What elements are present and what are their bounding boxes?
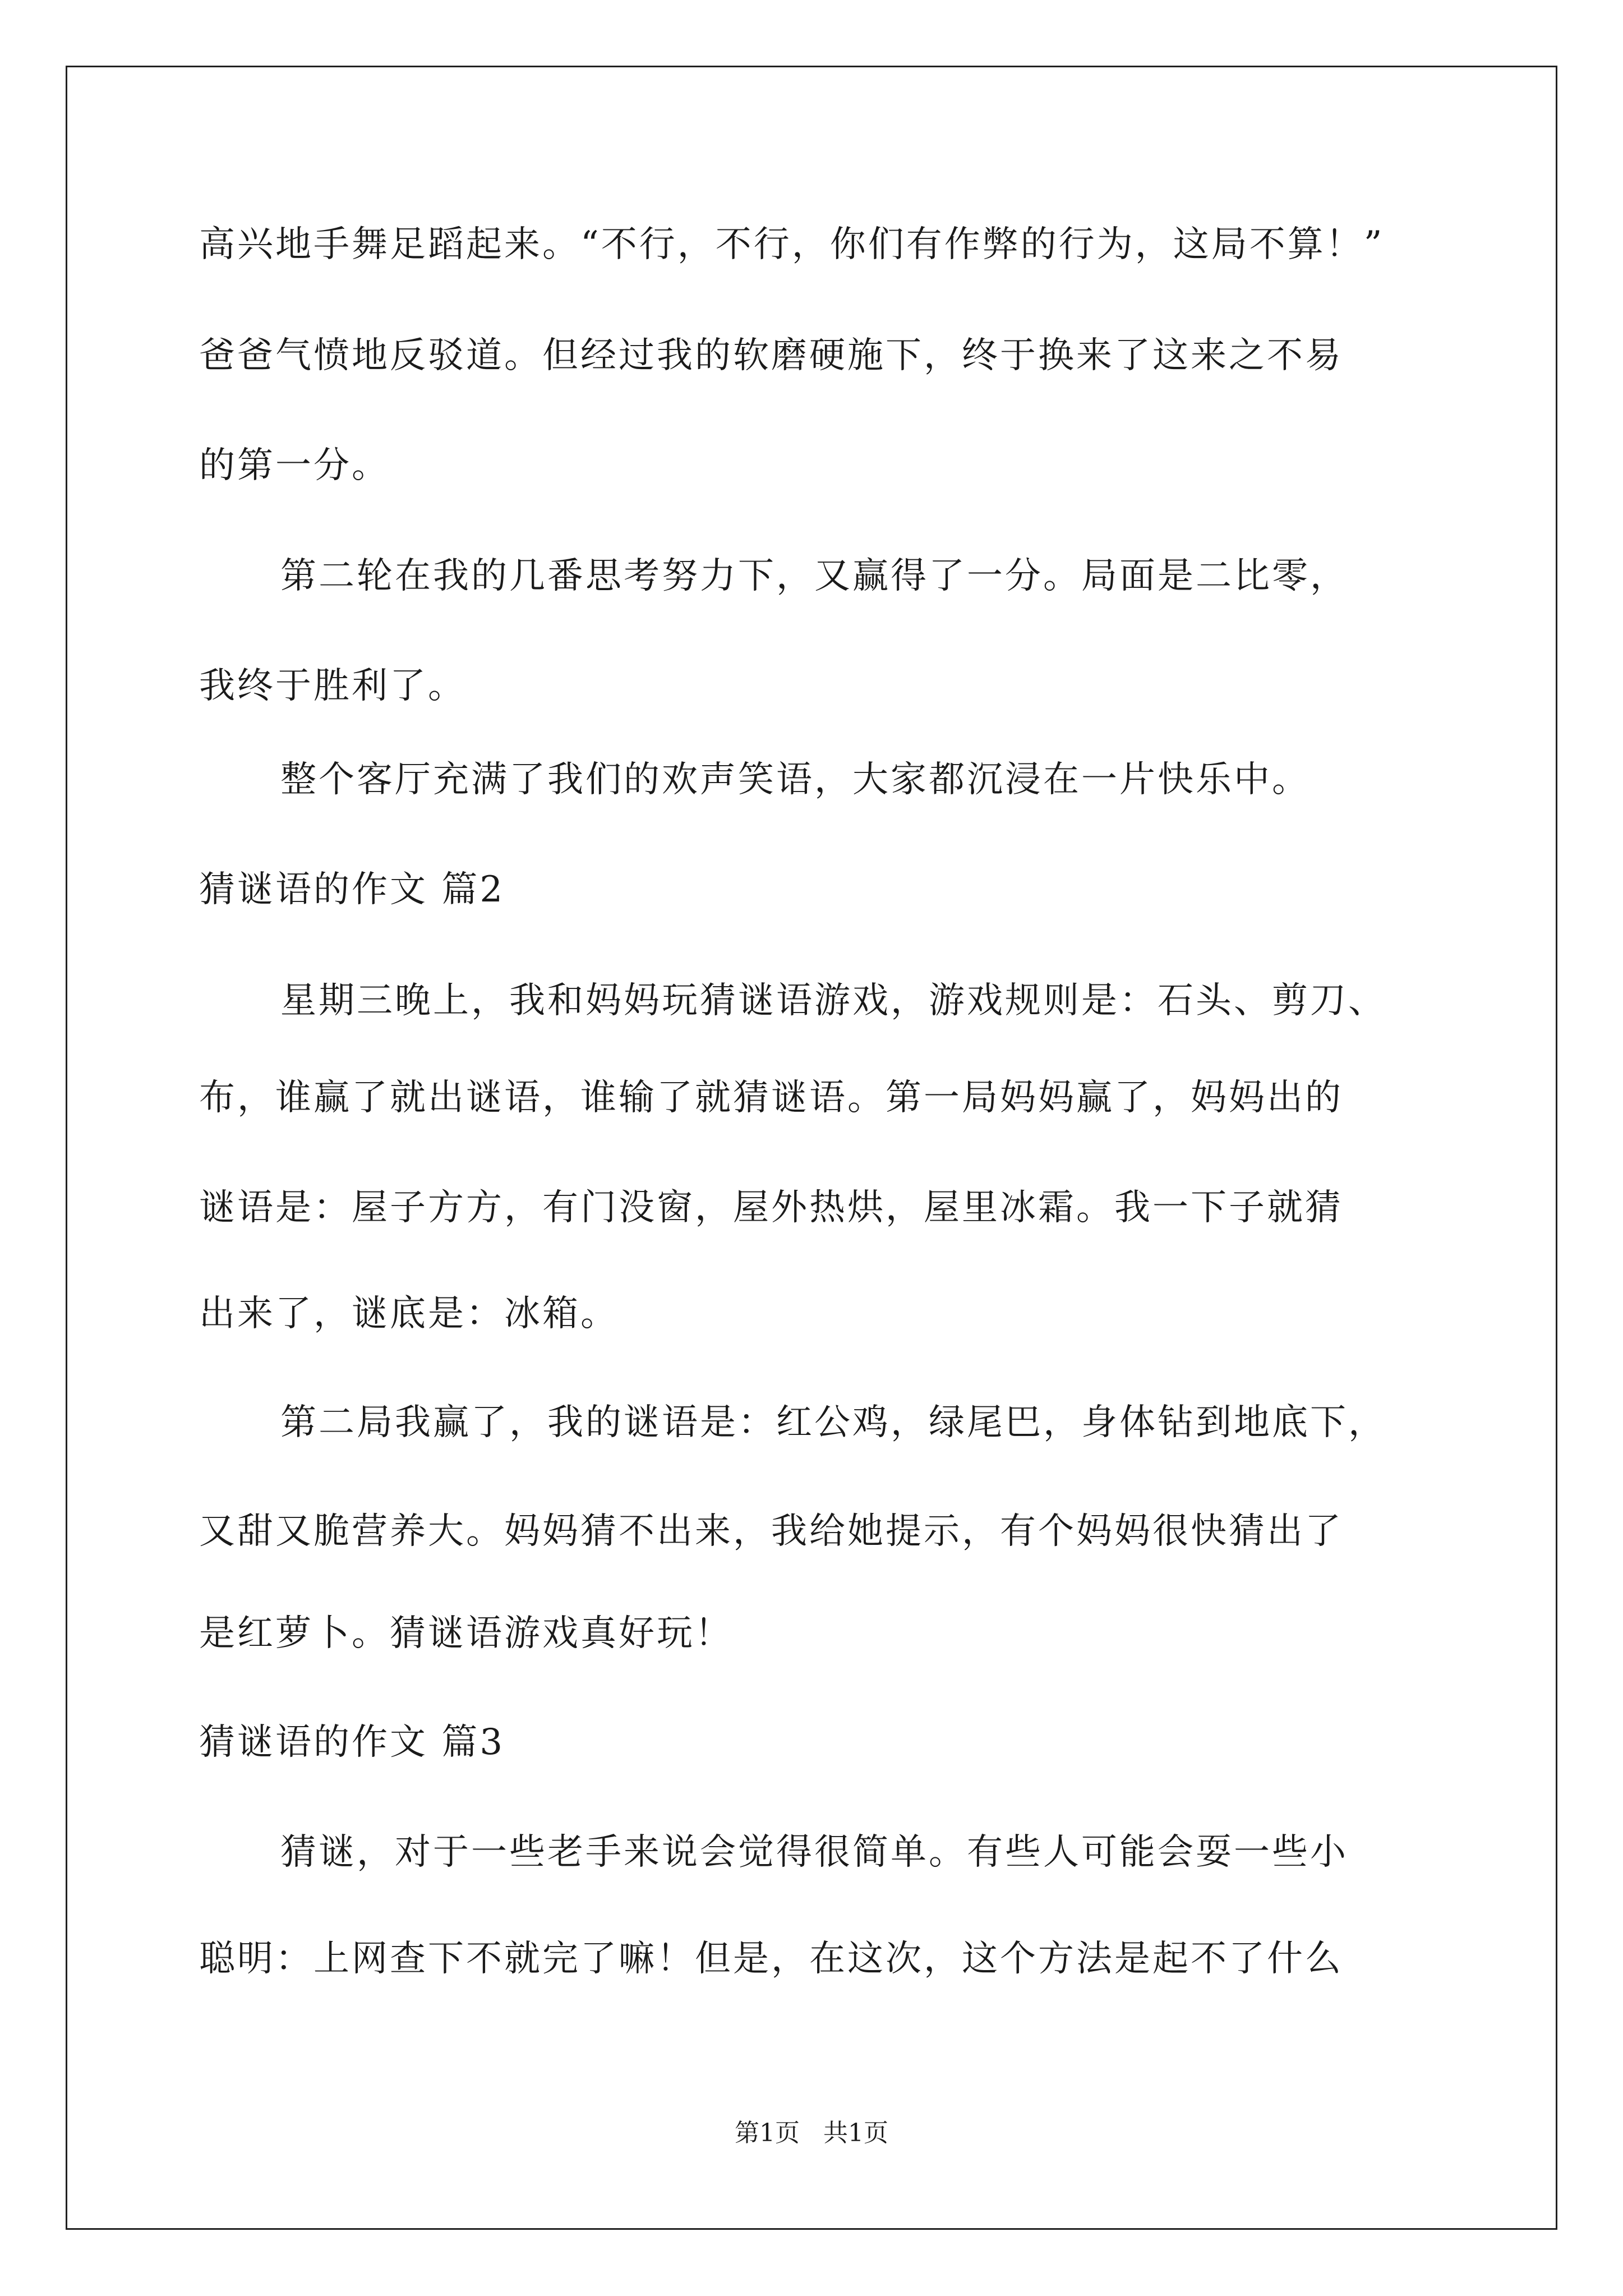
body-line: 聪明：上网查下不就完了嘛！但是，在这次，这个方法是起不了什么 bbox=[199, 1938, 1343, 1980]
body-line: 出来了，谜底是：冰箱。 bbox=[199, 1293, 619, 1335]
section-heading-3: 猜谜语的作文 篇3 bbox=[199, 1722, 505, 1763]
paragraph-start-line: 第二局我赢了，我的谜语是：红公鸡，绿尾巴，身体钻到地底下， bbox=[280, 1402, 1386, 1443]
body-line: 高兴地手舞足蹈起来。“不行，不行，你们有作弊的行为，这局不算！” bbox=[199, 224, 1385, 265]
body-line: 爸爸气愤地反驳道。但经过我的软磨硬施下，终于换来了这来之不易 bbox=[199, 335, 1343, 376]
body-line: 是红萝卜。猜谜语游戏真好玩！ bbox=[199, 1613, 733, 1654]
body-line: 谜语是：屋子方方，有门没窗，屋外热烘，屋里冰霜。我一下子就猜 bbox=[199, 1187, 1343, 1228]
paragraph-start-line: 猜谜，对于一些老手来说会觉得很简单。有些人可能会耍一些小 bbox=[280, 1832, 1348, 1873]
body-line: 的第一分。 bbox=[199, 445, 390, 486]
paragraph-start-line: 第二轮在我的几番思考努力下，又赢得了一分。局面是二比零， bbox=[280, 555, 1348, 597]
body-line: 又甜又脆营养大。妈妈猜不出来，我给她提示，有个妈妈很快猜出了 bbox=[199, 1511, 1343, 1552]
body-line: 布，谁赢了就出谜语，谁输了就猜谜语。第一局妈妈赢了，妈妈出的 bbox=[199, 1077, 1343, 1119]
paragraph-start-line: 星期三晚上，我和妈妈玩猜谜语游戏，游戏规则是：石头、剪刀、 bbox=[280, 980, 1386, 1022]
body-line: 我终于胜利了。 bbox=[199, 665, 466, 707]
section-heading-2: 猜谜语的作文 篇2 bbox=[199, 869, 505, 910]
page-border bbox=[66, 66, 1557, 2230]
paragraph-start-line: 整个客厅充满了我们的欢声笑语，大家都沉浸在一片快乐中。 bbox=[280, 759, 1310, 800]
page-footer: 第1页 共1页 bbox=[735, 2119, 888, 2147]
